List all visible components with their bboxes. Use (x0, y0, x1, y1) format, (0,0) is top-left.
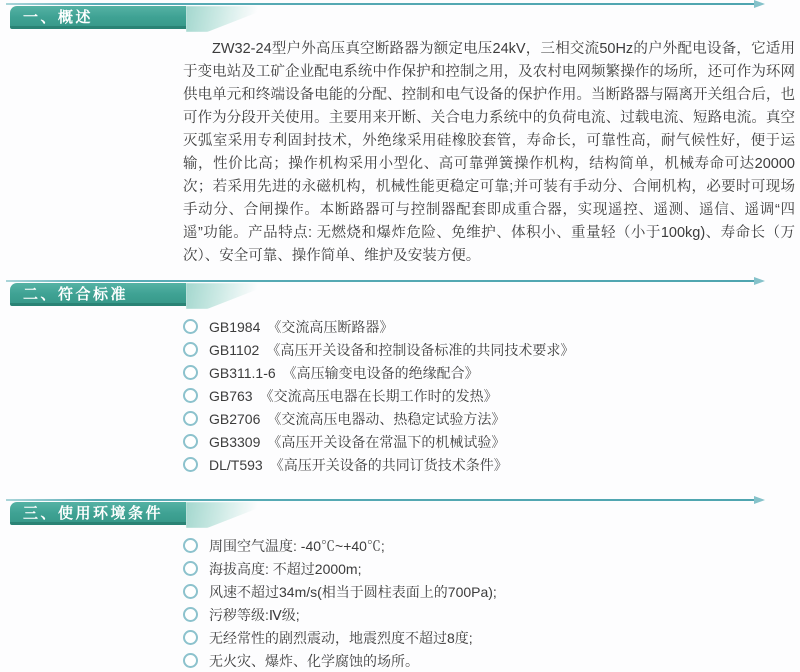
section-overview (0, 0, 800, 268)
arrow-right-icon (754, 496, 765, 504)
standard-code: DL/T593 (209, 456, 263, 473)
standard-code: GB311.1-6 (209, 364, 276, 381)
environment-text: 风速不超过34m/s(相当于圆柱表面上的700Pa); (209, 583, 497, 600)
circle-bullet-icon (183, 607, 198, 622)
standard-title: 《交流高压电器在长期工作时的发热》 (259, 387, 498, 404)
circle-bullet-icon (183, 434, 198, 449)
environment-text: 无火灾、爆炸、化学腐蚀的场所。 (209, 652, 419, 669)
environment-item (183, 534, 800, 557)
circle-bullet-icon (183, 653, 198, 668)
environment-text: 无经常性的剧烈震动，地震烈度不超过8度; (209, 629, 473, 646)
section-header (0, 496, 800, 530)
circle-bullet-icon (183, 561, 198, 576)
environment-item (183, 603, 800, 626)
section-heading-bar: 一、概述 (10, 6, 186, 29)
section-heading-bar: 二、符合标准 (10, 283, 186, 306)
standard-item (183, 361, 800, 384)
standard-item (183, 338, 800, 361)
standard-title: 《交流高压断路器》 (267, 318, 394, 335)
environment-item (183, 557, 800, 580)
standard-title: 《高压输变电设备的绝缘配合》 (282, 364, 479, 381)
standard-title: 《高压开关设备和控制设备标准的共同技术要求》 (266, 341, 575, 358)
circle-bullet-icon (183, 538, 198, 553)
environment-item (183, 649, 800, 672)
standard-item (183, 453, 800, 476)
environment-list (183, 534, 800, 672)
standard-item (183, 315, 800, 338)
standard-title: 《高压开关设备在常温下的机械试验》 (267, 433, 506, 450)
circle-bullet-icon (183, 365, 198, 380)
standard-code: GB1102 (209, 341, 260, 358)
environment-text: 海拔高度: 不超过2000m; (209, 560, 362, 577)
circle-bullet-icon (183, 319, 198, 334)
header-swoosh-decoration (186, 283, 274, 309)
header-swoosh-decoration (186, 502, 274, 528)
standard-item (183, 384, 800, 407)
overview-paragraph: ZW32-24型户外高压真空断路器为额定电压24kV，三相交流50Hz的户外配电设备，它适用于变电站及工矿企业配电系统中作保护和控制之用，及农村电网频繁操作的场所，还可作为环网供电单元和终端设备电能的分配、控制和电气设备的保护作用。当断路器与隔离开关组合后，也可作为分段开关使用。主要用来开断、关合电力系统中的负荷电流、过载电流、短路电流。真空灭弧室采用专利固封技术，外绝缘采用硅橡胶套管，寿命长，可靠性高，耐气候性好，便于运输，性价比高；操作机构采用小型化、高可靠弹簧操作机构，结构简单，机械寿命可达20000次；若采用先进的永磁机构，机械性能更稳定可靠;并可装有手动分、合闸机构，必要时可现场手动分、合闸操作。本断路器可与控制器配套即成重合器，实现遥控、遥测、遥信、遥调“四遥”功能。产品特点: 无燃烧和爆炸危险、免维护、体积小、重量轻（小于100kg)、寿命长（万次）、安全可靠、操作简单、维护及安装方便。 (183, 41, 795, 264)
section-standards (0, 277, 800, 476)
section-header (0, 277, 800, 311)
standard-title: 《高压开关设备的共同订货技术条件》 (269, 456, 508, 473)
heading-accent-line (6, 280, 754, 282)
circle-bullet-icon (183, 457, 198, 472)
environment-text: 污秽等级:Ⅳ级; (209, 606, 300, 623)
section-heading-bar: 三、使用环境条件 (10, 502, 186, 525)
circle-bullet-icon (183, 411, 198, 426)
environment-item (183, 580, 800, 603)
circle-bullet-icon (183, 388, 198, 403)
standard-code: GB763 (209, 387, 253, 404)
standard-code: GB2706 (209, 410, 261, 427)
environment-text: 周围空气温度: -40℃~+40℃; (209, 537, 385, 554)
standard-code: GB1984 (209, 318, 261, 335)
arrow-right-icon (754, 277, 765, 285)
heading-accent-line (6, 499, 754, 501)
section-environment (0, 496, 800, 672)
heading-accent-line (6, 3, 754, 5)
standards-list (183, 315, 800, 476)
header-swoosh-decoration (186, 6, 274, 32)
standard-item (183, 430, 800, 453)
environment-item (183, 626, 800, 649)
standard-item (183, 407, 800, 430)
circle-bullet-icon (183, 342, 198, 357)
circle-bullet-icon (183, 584, 198, 599)
standard-code: GB3309 (209, 433, 261, 450)
standard-title: 《交流高压电器动、热稳定试验方法》 (267, 410, 506, 427)
circle-bullet-icon (183, 630, 198, 645)
arrow-right-icon (754, 0, 765, 8)
section-header (0, 0, 800, 34)
